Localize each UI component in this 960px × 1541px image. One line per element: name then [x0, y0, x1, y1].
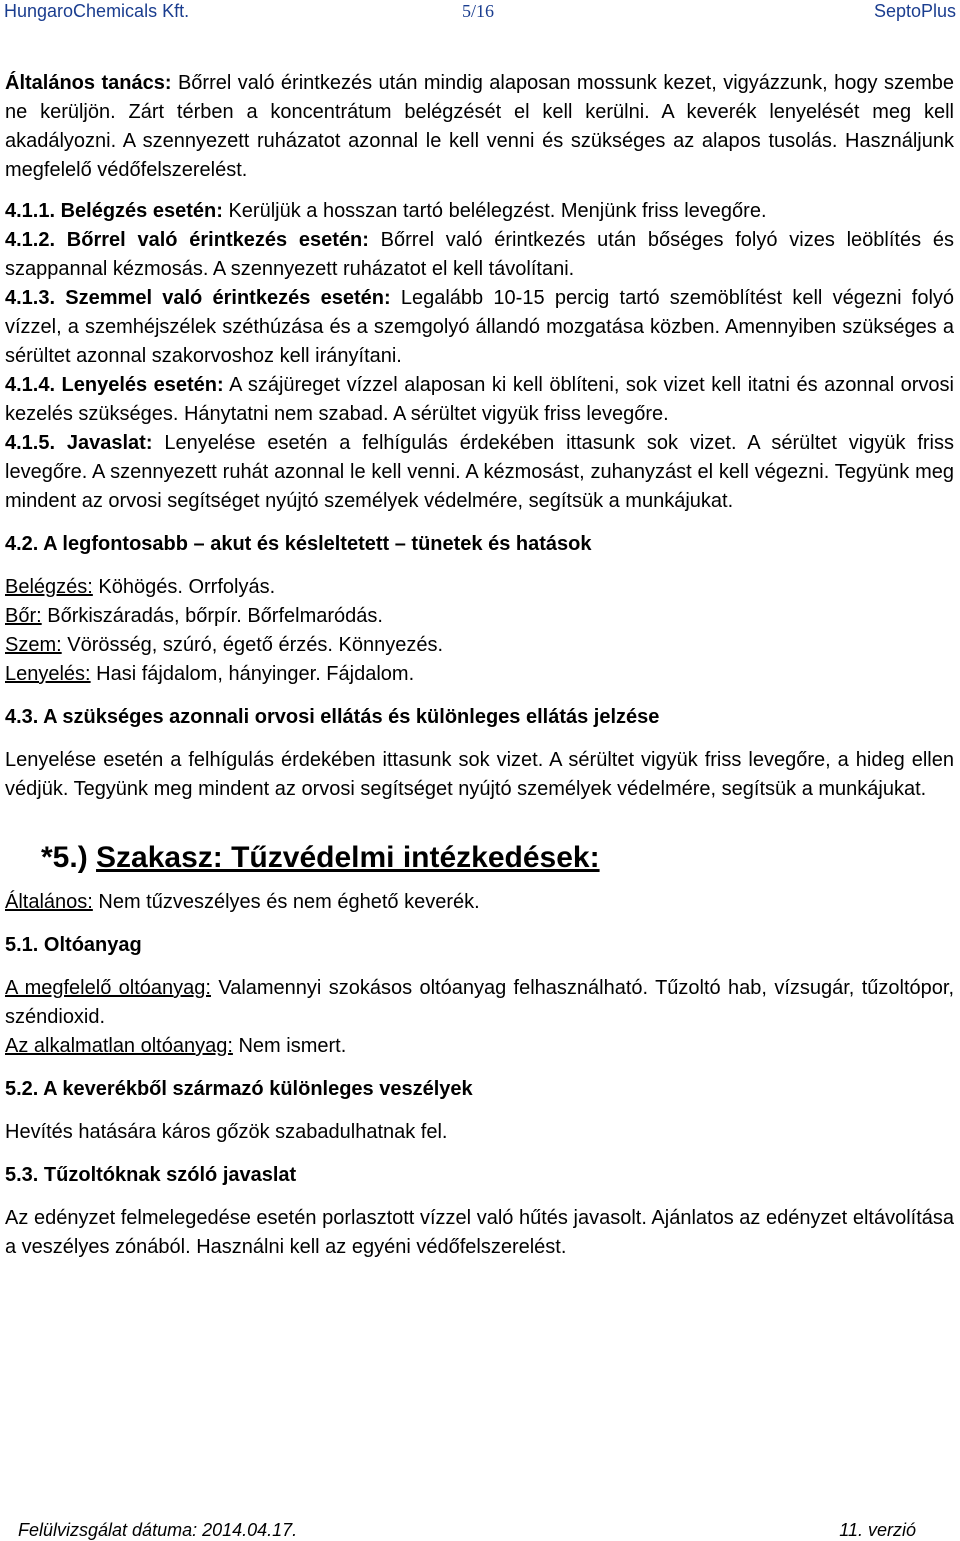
section-4-1-3-label: 4.1.3. Szemmel való érintkezés esetén: — [5, 287, 391, 309]
symptom-item — [5, 602, 954, 631]
suitable-extinguisher — [5, 974, 954, 1032]
symptom-label: Szem: — [5, 634, 62, 656]
section-5-heading — [41, 840, 954, 876]
page-number: 5/16 — [462, 1, 495, 21]
section-5-2-text: Hevítés hatására káros gőzök szabadulhatnak fel. — [5, 1121, 448, 1143]
section-4-1-2-label: 4.1.2. Bőrrel való érintkezés esetén: — [5, 229, 369, 251]
symptom-text: Vörösség, szúró, égető érzés. Könnyezés. — [61, 634, 444, 656]
symptom-text: Köhögés. Orrfolyás. — [92, 576, 276, 598]
symptom-text: Bőrkiszáradás, bőrpír. Bőrfelmaródás. — [41, 605, 383, 627]
unsuitable-extinguisher — [5, 1032, 954, 1061]
suitable-extinguisher-label: A megfelelő oltóanyag: — [5, 977, 211, 999]
symptom-item — [5, 573, 954, 602]
section-4-1-1 — [5, 197, 954, 226]
symptom-label: Bőr: — [5, 605, 42, 627]
section-4-1-1-label: 4.1.1. Belégzés esetén: — [5, 200, 223, 222]
section-4-1-1-text: Kerüljük a hosszan tartó belélegzést. Menjünk friss levegőre. — [222, 200, 767, 222]
company-name: HungaroChemicals Kft. — [4, 1, 190, 21]
section-4-1-2 — [5, 226, 954, 284]
symptom-label: Lenyelés: — [5, 663, 91, 685]
section-4-2-title: 4.2. A legfontosabb – akut és késleltetett – tünetek és hatások — [5, 533, 592, 555]
section-5-general — [5, 888, 954, 917]
section-5-general-text: Nem tűzveszélyes és nem éghető keverék. — [92, 891, 480, 913]
symptom-item — [5, 660, 954, 689]
general-advice-label: Általános tanács: — [5, 72, 172, 94]
symptom-label: Belégzés: — [5, 576, 93, 598]
section-4-1-3 — [5, 284, 954, 371]
version: 11. verzió — [839, 1520, 916, 1540]
section-4-1-3-text: Legalább 10-15 percig tartó szemöblítést kell végezni folyó vízzel, a szemhéjszélek széthúzása és a szemgolyó állandó mozgatása közben. Amennyiben szükséges a sérültet azonnal szakorvoshoz kell irányítani. — [5, 287, 955, 367]
section-5-3-text: Az edényzet felmelegedése esetén porlasztott vízzel való hűtés javasolt. Ajánlatos az edényzet eltávolítása a veszélyes zónából. Használni kell az egyéni védőfelszerelést. — [5, 1207, 954, 1258]
unsuitable-extinguisher-text: Nem ismert. — [232, 1035, 347, 1057]
document-body — [5, 69, 954, 1262]
section-5-2-title: 5.2. A keverékből származó különleges veszélyek — [5, 1078, 473, 1100]
section-4-3-title: 4.3. A szükséges azonnali orvosi ellátás és különleges ellátás jelzése — [5, 706, 660, 728]
section-4-1-5-label: 4.1.5. Javaslat: — [5, 432, 153, 454]
section-5-title: Szakasz: Tűzvédelmi intézkedések: — [96, 841, 600, 874]
section-4-1-4-label: 4.1.4. Lenyelés esetén: — [5, 374, 224, 396]
section-4-1-4-text: A szájüreget vízzel alaposan ki kell öblíteni, sok vizet kell itatni és azonnal orvosi kezelés szükséges. Hánytatni nem szabad. A sérültet vigyük friss levegőre. — [5, 374, 954, 425]
symptom-text: Hasi fájdalom, hányinger. Fájdalom. — [90, 663, 415, 685]
suitable-extinguisher-text: Valamennyi szokásos oltóanyag felhasználható. Tűzoltó hab, vízsugár, tűzoltópor, széndioxid. — [5, 977, 955, 1028]
symptom-item — [5, 631, 954, 660]
section-4-1-4 — [5, 371, 954, 429]
section-5-general-label: Általános: — [5, 891, 93, 913]
section-4-1-5-text: Lenyelése esetén a felhígulás érdekében ittasunk sok vizet. A sérültet vigyük friss levegőre. A szennyezett ruhát azonnal le kell venni. A kézmosást, zuhanyzást el kell végezni. Tegyünk meg mindent az orvosi segítséget nyújtó személyek védelmére, segítsük a munkájukat. — [5, 432, 955, 512]
section-4-3-text: Lenyelése esetén a felhígulás érdekében ittasunk sok vizet. A sérültet vigyük friss levegőre, a hideg ellen védjük. Tegyünk meg mindent az orvosi segítséget nyújtó személyek védelmére, segítsük a munkájukat. — [5, 749, 954, 800]
section-4-1-5 — [5, 429, 954, 516]
section-5-1-title: 5.1. Oltóanyag — [5, 934, 142, 956]
section-5-prefix: *5.) — [41, 841, 88, 874]
general-advice-text: Bőrrel való érintkezés után mindig alaposan mossunk kezet, vigyázzunk, hogy szembe ne kerüljön. Zárt térben a koncentrátum belégzését el kell kerülni. A keverék lenyelését meg kell akadályozni. A szennyezett ruházatot azonnal le kell venni és szükséges az alapos tusolás. Használjunk megfelelő védőfelszerelést. — [5, 72, 955, 181]
page-header — [0, 0, 960, 22]
section-5-3-title: 5.3. Tűzoltóknak szóló javaslat — [5, 1164, 297, 1186]
unsuitable-extinguisher-label: Az alkalmatlan oltóanyag: — [5, 1035, 233, 1057]
symptoms-list — [5, 573, 954, 689]
product-name: SeptoPlus — [873, 1, 956, 21]
general-advice — [5, 69, 954, 185]
section-4-1-2-text: Bőrrel való érintkezés után bőséges folyó vizes leöblítés és szappannal kézmosás. A szennyezett ruházatot el kell távolítani. — [5, 229, 954, 280]
revision-date: Felülvizsgálat dátuma: 2014.04.17. — [18, 1520, 298, 1540]
